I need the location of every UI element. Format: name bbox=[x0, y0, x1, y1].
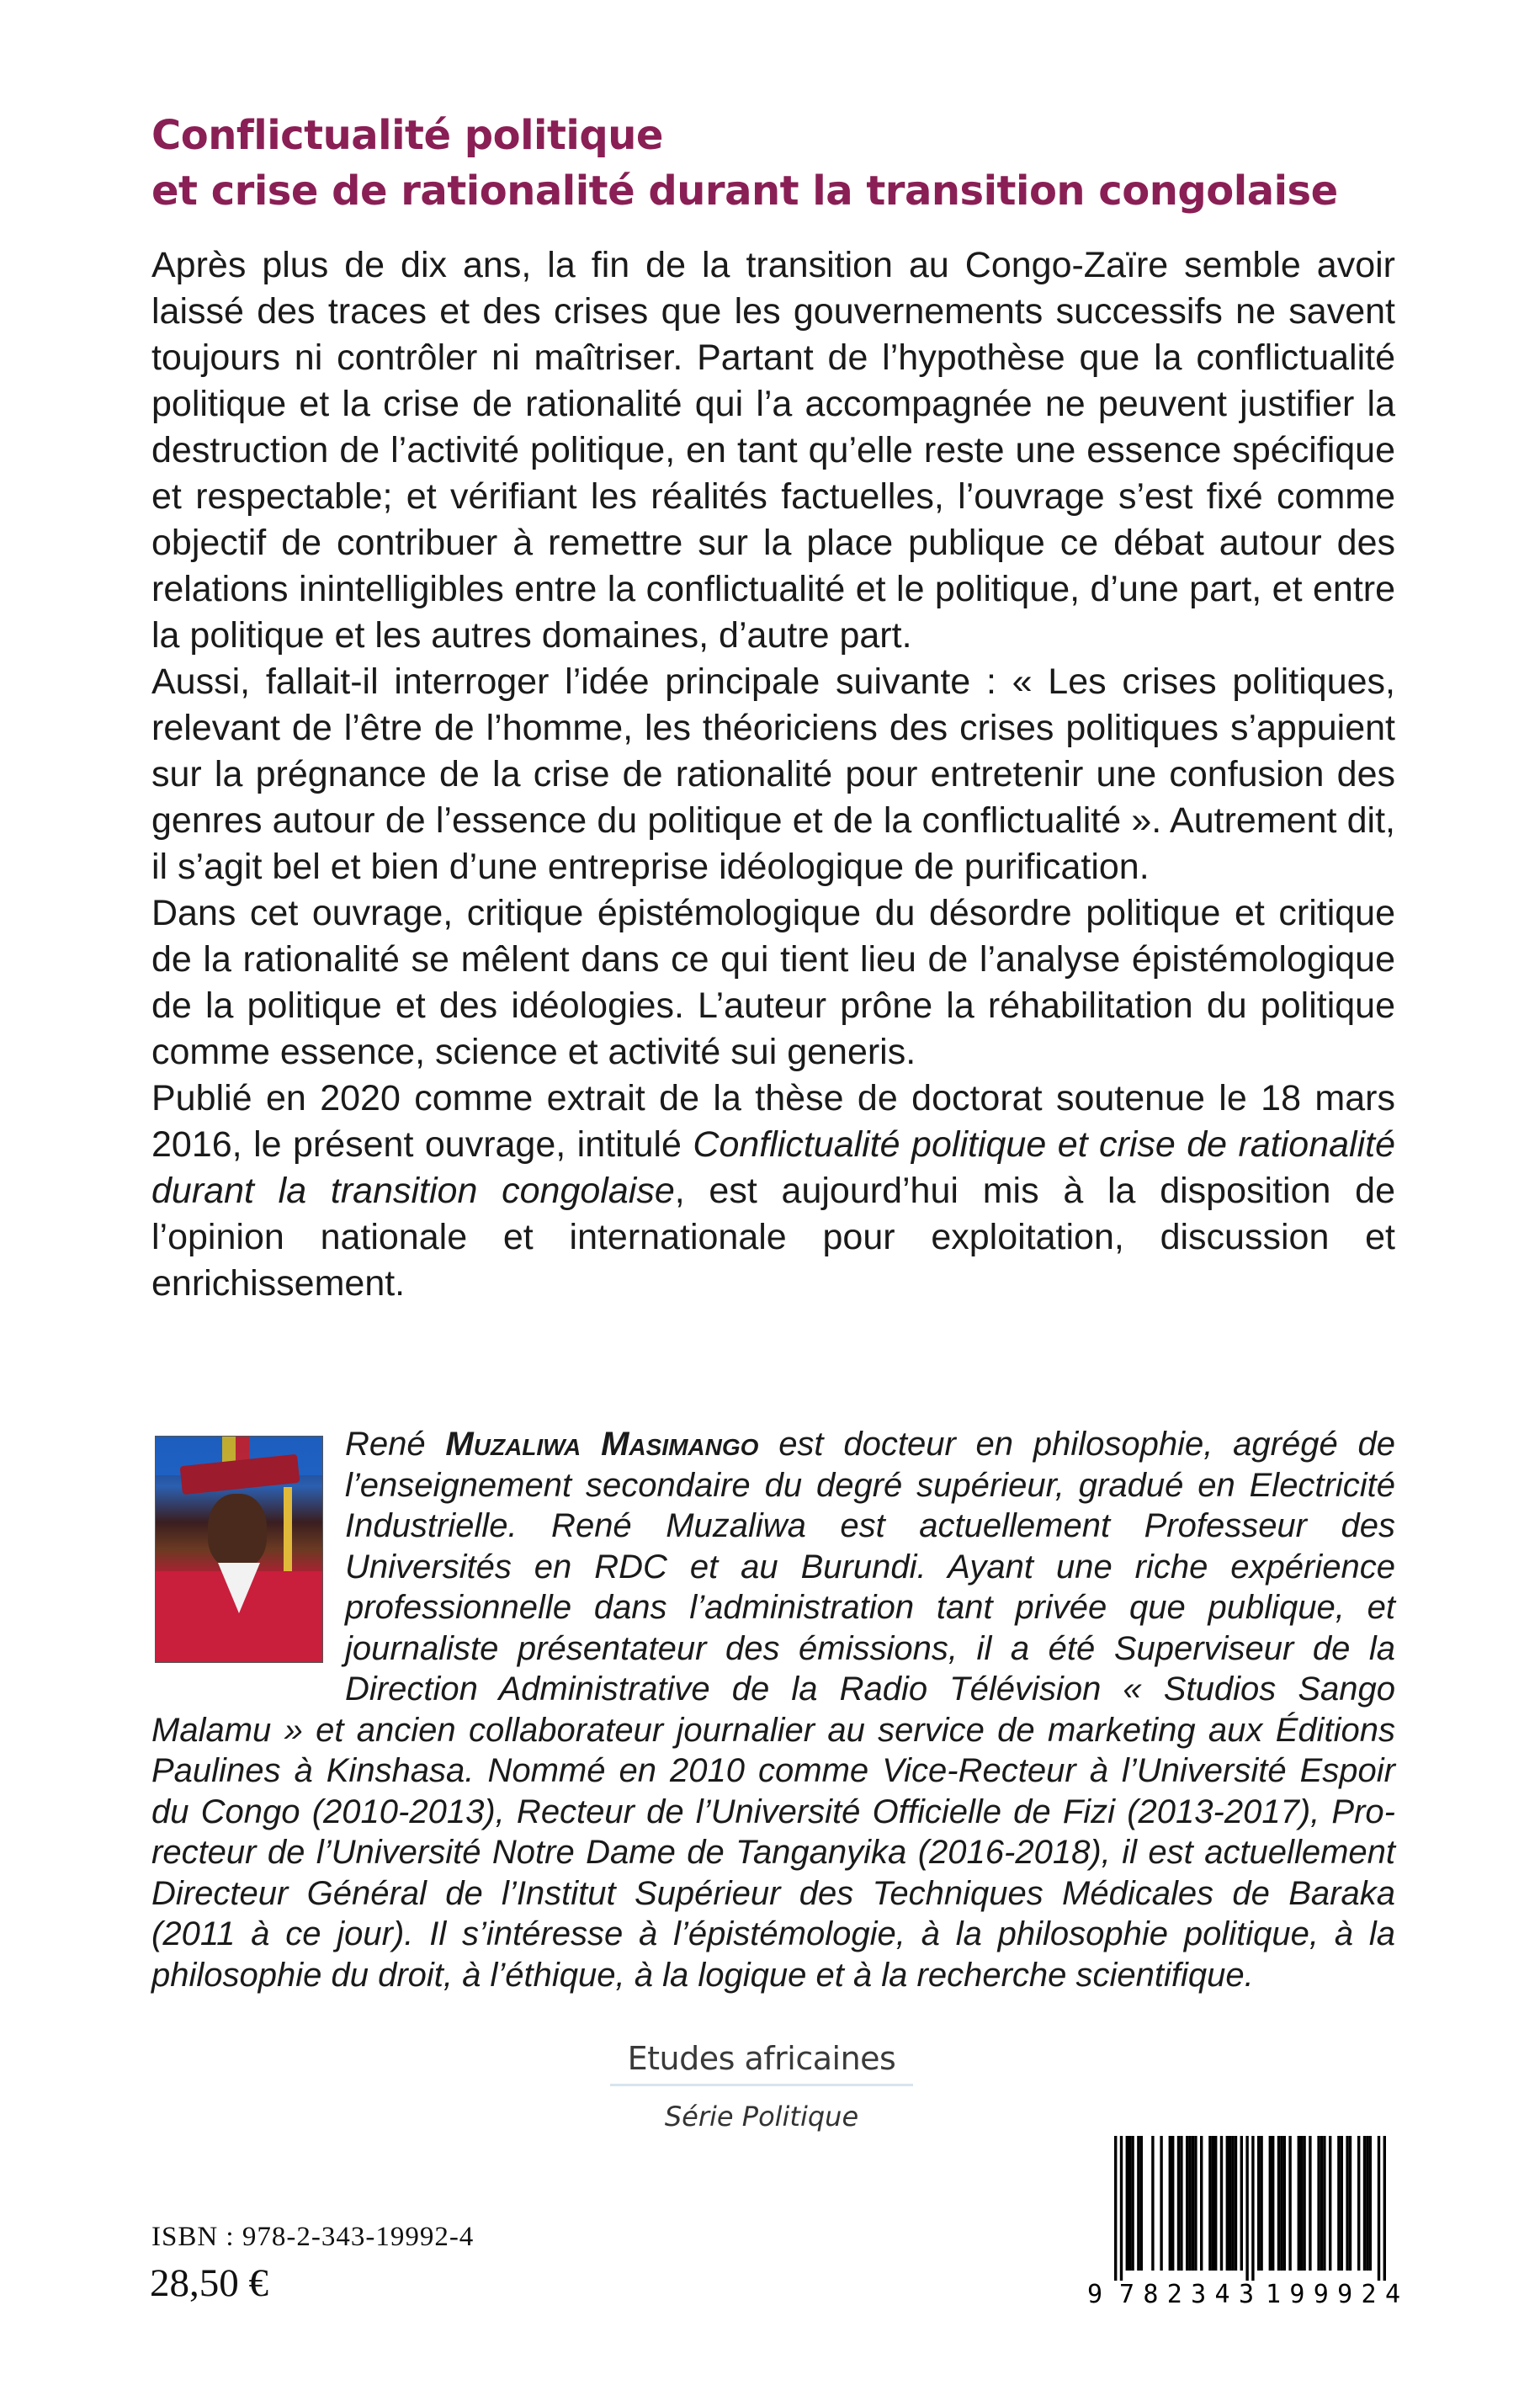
barcode-bar bbox=[1300, 2136, 1303, 2271]
barcode-bar bbox=[1349, 2136, 1351, 2271]
barcode-bar bbox=[1212, 2136, 1214, 2271]
author-last-name: Muzaliwa Masimango bbox=[445, 1426, 759, 1463]
barcode-bar bbox=[1320, 2136, 1323, 2271]
isbn: ISBN : 978-2-343-19992-4 bbox=[151, 2222, 475, 2252]
barcode-bar bbox=[1186, 2136, 1188, 2271]
barcode-bar bbox=[1114, 2136, 1117, 2281]
barcode-bar bbox=[1160, 2136, 1162, 2271]
barcode-bar bbox=[1177, 2136, 1180, 2271]
barcode-bar bbox=[1383, 2136, 1386, 2281]
barcode-bar bbox=[1128, 2136, 1131, 2271]
barcode-bar bbox=[1220, 2136, 1223, 2271]
barcode-bar bbox=[1378, 2136, 1380, 2281]
barcode-bar bbox=[1346, 2136, 1348, 2271]
summary-p4-end: , est aujourd’hui mis à la disposition de l’opinion nationale et internationale pour exploitation, discussion et enrichissement. bbox=[151, 1171, 1395, 1304]
price: 28,50 € bbox=[150, 2261, 268, 2305]
summary-paragraph-4 bbox=[151, 1076, 1395, 1307]
barcode-bar bbox=[1298, 2136, 1300, 2271]
book-summary bbox=[151, 242, 1395, 1307]
barcode-bar bbox=[1366, 2136, 1368, 2271]
barcode-digits-left: 782343 bbox=[1119, 2280, 1254, 2309]
barcode-bar bbox=[1214, 2136, 1217, 2271]
barcode-bar bbox=[1171, 2136, 1174, 2271]
barcode-bar bbox=[1137, 2136, 1139, 2271]
barcode bbox=[1086, 2129, 1421, 2309]
barcode-bar bbox=[1329, 2136, 1331, 2271]
barcode-bar bbox=[1235, 2136, 1237, 2271]
barcode-bar bbox=[1240, 2136, 1243, 2271]
barcode-bar bbox=[1317, 2136, 1320, 2271]
summary-paragraph-2: Aussi, fallait-il interroger l’idée principale suivante : « Les crises politiques, relevant de l’être de l’homme, les théoriciens des crises politiques s’appuient sur la prégnance de la crise de rationalité pour entretenir une confusion des genres autour de l’essence du politique et de la conflictualité ». Autrement dit, il s’agit bel et bien d’une entreprise idéologique de purification. bbox=[151, 661, 1395, 887]
barcode-digits-right: 199924 bbox=[1266, 2280, 1400, 2309]
barcode-bar bbox=[1126, 2136, 1128, 2271]
barcode-bar bbox=[1309, 2136, 1311, 2271]
series-subseries: Série Politique bbox=[664, 2101, 859, 2133]
barcode-bar bbox=[1245, 2136, 1248, 2281]
title-line-1: Conflictualité politique bbox=[151, 112, 663, 159]
barcode-bar bbox=[1283, 2136, 1286, 2271]
barcode-bar bbox=[1194, 2136, 1197, 2271]
author-bio-text: est docteur en philosophie, agrégé de l’enseignement secondaire du degré supérieur, gradué en Electricité Industrielle. René Muzaliwa est actuellement Professeur des Universités en RDC et au Burundi. Ayant une riche expérience professionnelle dans l’administration tant privée que publique, et journaliste présentateur des émissions, il a été Superviseur de la Direction Administrative de la Radio Télévision « Studios Sango Malamu » et ancien collaborateur journalier au service de marketing aux Éditions Paulines à Kinshasa. Nommé en 2010 comme Vice-Recteur à l’Université Espoir du Congo (2010-2013), Recteur de l’Université Officielle de Fizi (2013-2017), Pro-recteur de l’Université Notre Dame de Tanganyika (2016-2018), il est actuellement Directeur Général de l’Institut Supérieur des Techniques Médicales de Baraka (2011 à ce jour). Il s’intéresse à l’épistémologie, à la philosophie politique, à la philosophie du droit, à l’éthique, à la logique et à la recherche scientifique. bbox=[151, 1426, 1395, 1994]
barcode-bar bbox=[1288, 2136, 1291, 2271]
barcode-bar bbox=[1169, 2136, 1171, 2271]
barcode-bar bbox=[1231, 2136, 1234, 2271]
summary-paragraph-1: Après plus de dix ans, la fin de la transition au Congo-Zaïre semble avoir laissé des traces et des crises que les gouvernements successifs ne savent toujours ni contrôler ni maîtriser. Partant de l’hypothèse que la conflictualité politique et la crise de rationalité qui l’a accompagnée ne peuvent justifier la destruction de l’activité politique, en tant qu’elle reste une essence spécifique et respectable; et vérifiant les réalités factuelles, l’ouvrage s’est fixé comme objectif de contribuer à remettre sur la place publique ce débat autour des relations inintelligibles entre la conflictualité et le politique, d’une part, et entre la politique et les autres domaines, d’autre part. bbox=[151, 245, 1395, 656]
barcode-bar bbox=[1272, 2136, 1274, 2271]
barcode-bar bbox=[1357, 2136, 1360, 2271]
author-bio bbox=[151, 1424, 1395, 1995]
barcode-bar bbox=[1188, 2136, 1191, 2271]
barcode-bar bbox=[1337, 2136, 1340, 2271]
barcode-bar bbox=[1251, 2136, 1254, 2281]
barcode-bar bbox=[1341, 2136, 1343, 2271]
barcode-bar bbox=[1303, 2136, 1305, 2271]
barcode-bar bbox=[1200, 2136, 1203, 2271]
author-photo bbox=[155, 1436, 323, 1663]
barcode-bar bbox=[1192, 2136, 1194, 2271]
barcode-bar bbox=[1323, 2136, 1325, 2271]
summary-p4-book-title: Conflictualité politique et crise de rationalité durant la transition congolaise bbox=[151, 1124, 1395, 1211]
summary-p4-start: Publié en 2020 comme extrait de la thèse de doctorat soutenue le 18 mars 2016, le présent ouvrage, intitulé bbox=[151, 1078, 1395, 1165]
barcode-bar bbox=[1208, 2136, 1211, 2271]
barcode-bar bbox=[1280, 2136, 1282, 2271]
barcode-bar bbox=[1363, 2136, 1366, 2271]
barcode-bar bbox=[1226, 2136, 1229, 2271]
series-name: Etudes africaines bbox=[610, 2040, 913, 2086]
barcode-bar bbox=[1369, 2136, 1372, 2271]
barcode-bar bbox=[1277, 2136, 1280, 2271]
barcode-bar bbox=[1257, 2136, 1260, 2271]
barcode-bar bbox=[1269, 2136, 1272, 2271]
barcode-bar bbox=[1140, 2136, 1143, 2271]
summary-paragraph-3: Dans cet ouvrage, critique épistémologique du désordre politique et critique de la rationalité se mêlent dans ce qui tient lieu de l’analyse épistémologique de la politique et des idéologies. L’auteur prône la réhabilitation du politique comme essence, science et activité sui generis. bbox=[151, 893, 1395, 1072]
barcode-digit-first: 9 bbox=[1087, 2280, 1103, 2309]
title-line-2: et crise de rationalité durant la transition congolaise bbox=[151, 167, 1338, 215]
barcode-bar bbox=[1120, 2136, 1123, 2281]
barcode-bar bbox=[1229, 2136, 1231, 2271]
barcode-bar bbox=[1131, 2136, 1134, 2271]
barcode-bar bbox=[1151, 2136, 1154, 2271]
barcode-bar bbox=[1260, 2136, 1262, 2271]
book-title bbox=[151, 108, 1414, 219]
barcode-bar bbox=[1180, 2136, 1182, 2271]
author-first-name: René bbox=[345, 1426, 426, 1463]
